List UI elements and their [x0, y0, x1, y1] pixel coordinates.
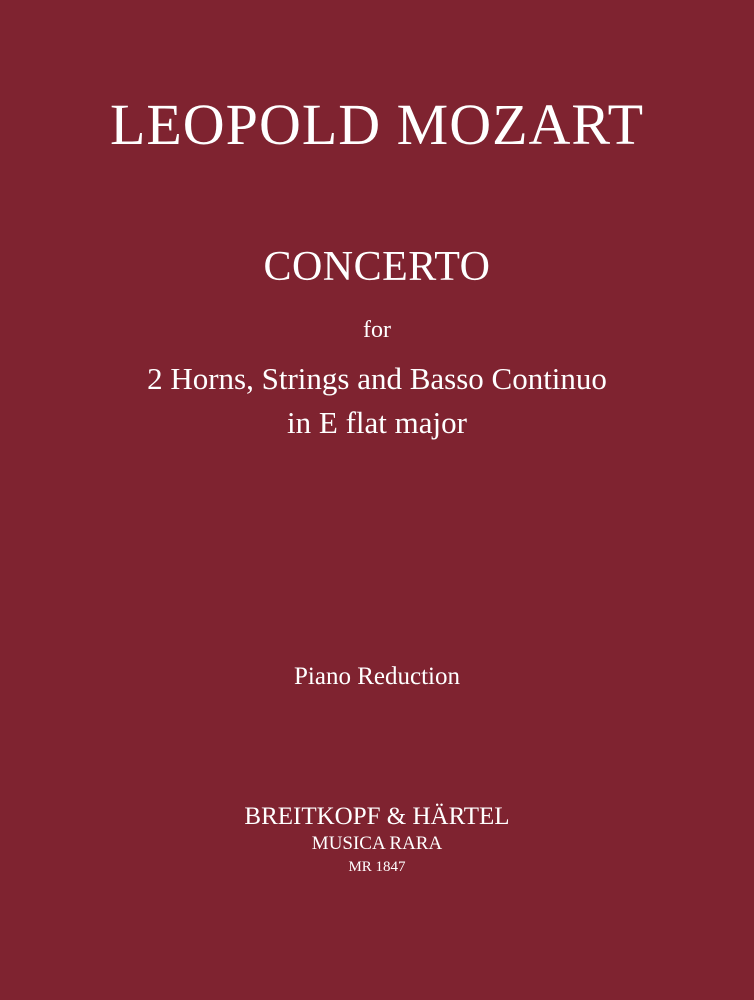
catalog-number: MR 1847: [348, 859, 406, 875]
publisher-name: BREITKOPF & HÄRTEL: [244, 803, 510, 830]
edition-type: Piano Reduction: [294, 663, 460, 690]
key-signature: in E flat major: [287, 405, 467, 440]
for-label: for: [363, 317, 391, 343]
composer-name: LEOPOLD MOZART: [109, 92, 645, 157]
instrumentation: 2 Horns, Strings and Basso Continuo: [147, 361, 607, 396]
imprint-name: MUSICA RARA: [311, 833, 443, 854]
work-title: CONCERTO: [263, 244, 491, 290]
